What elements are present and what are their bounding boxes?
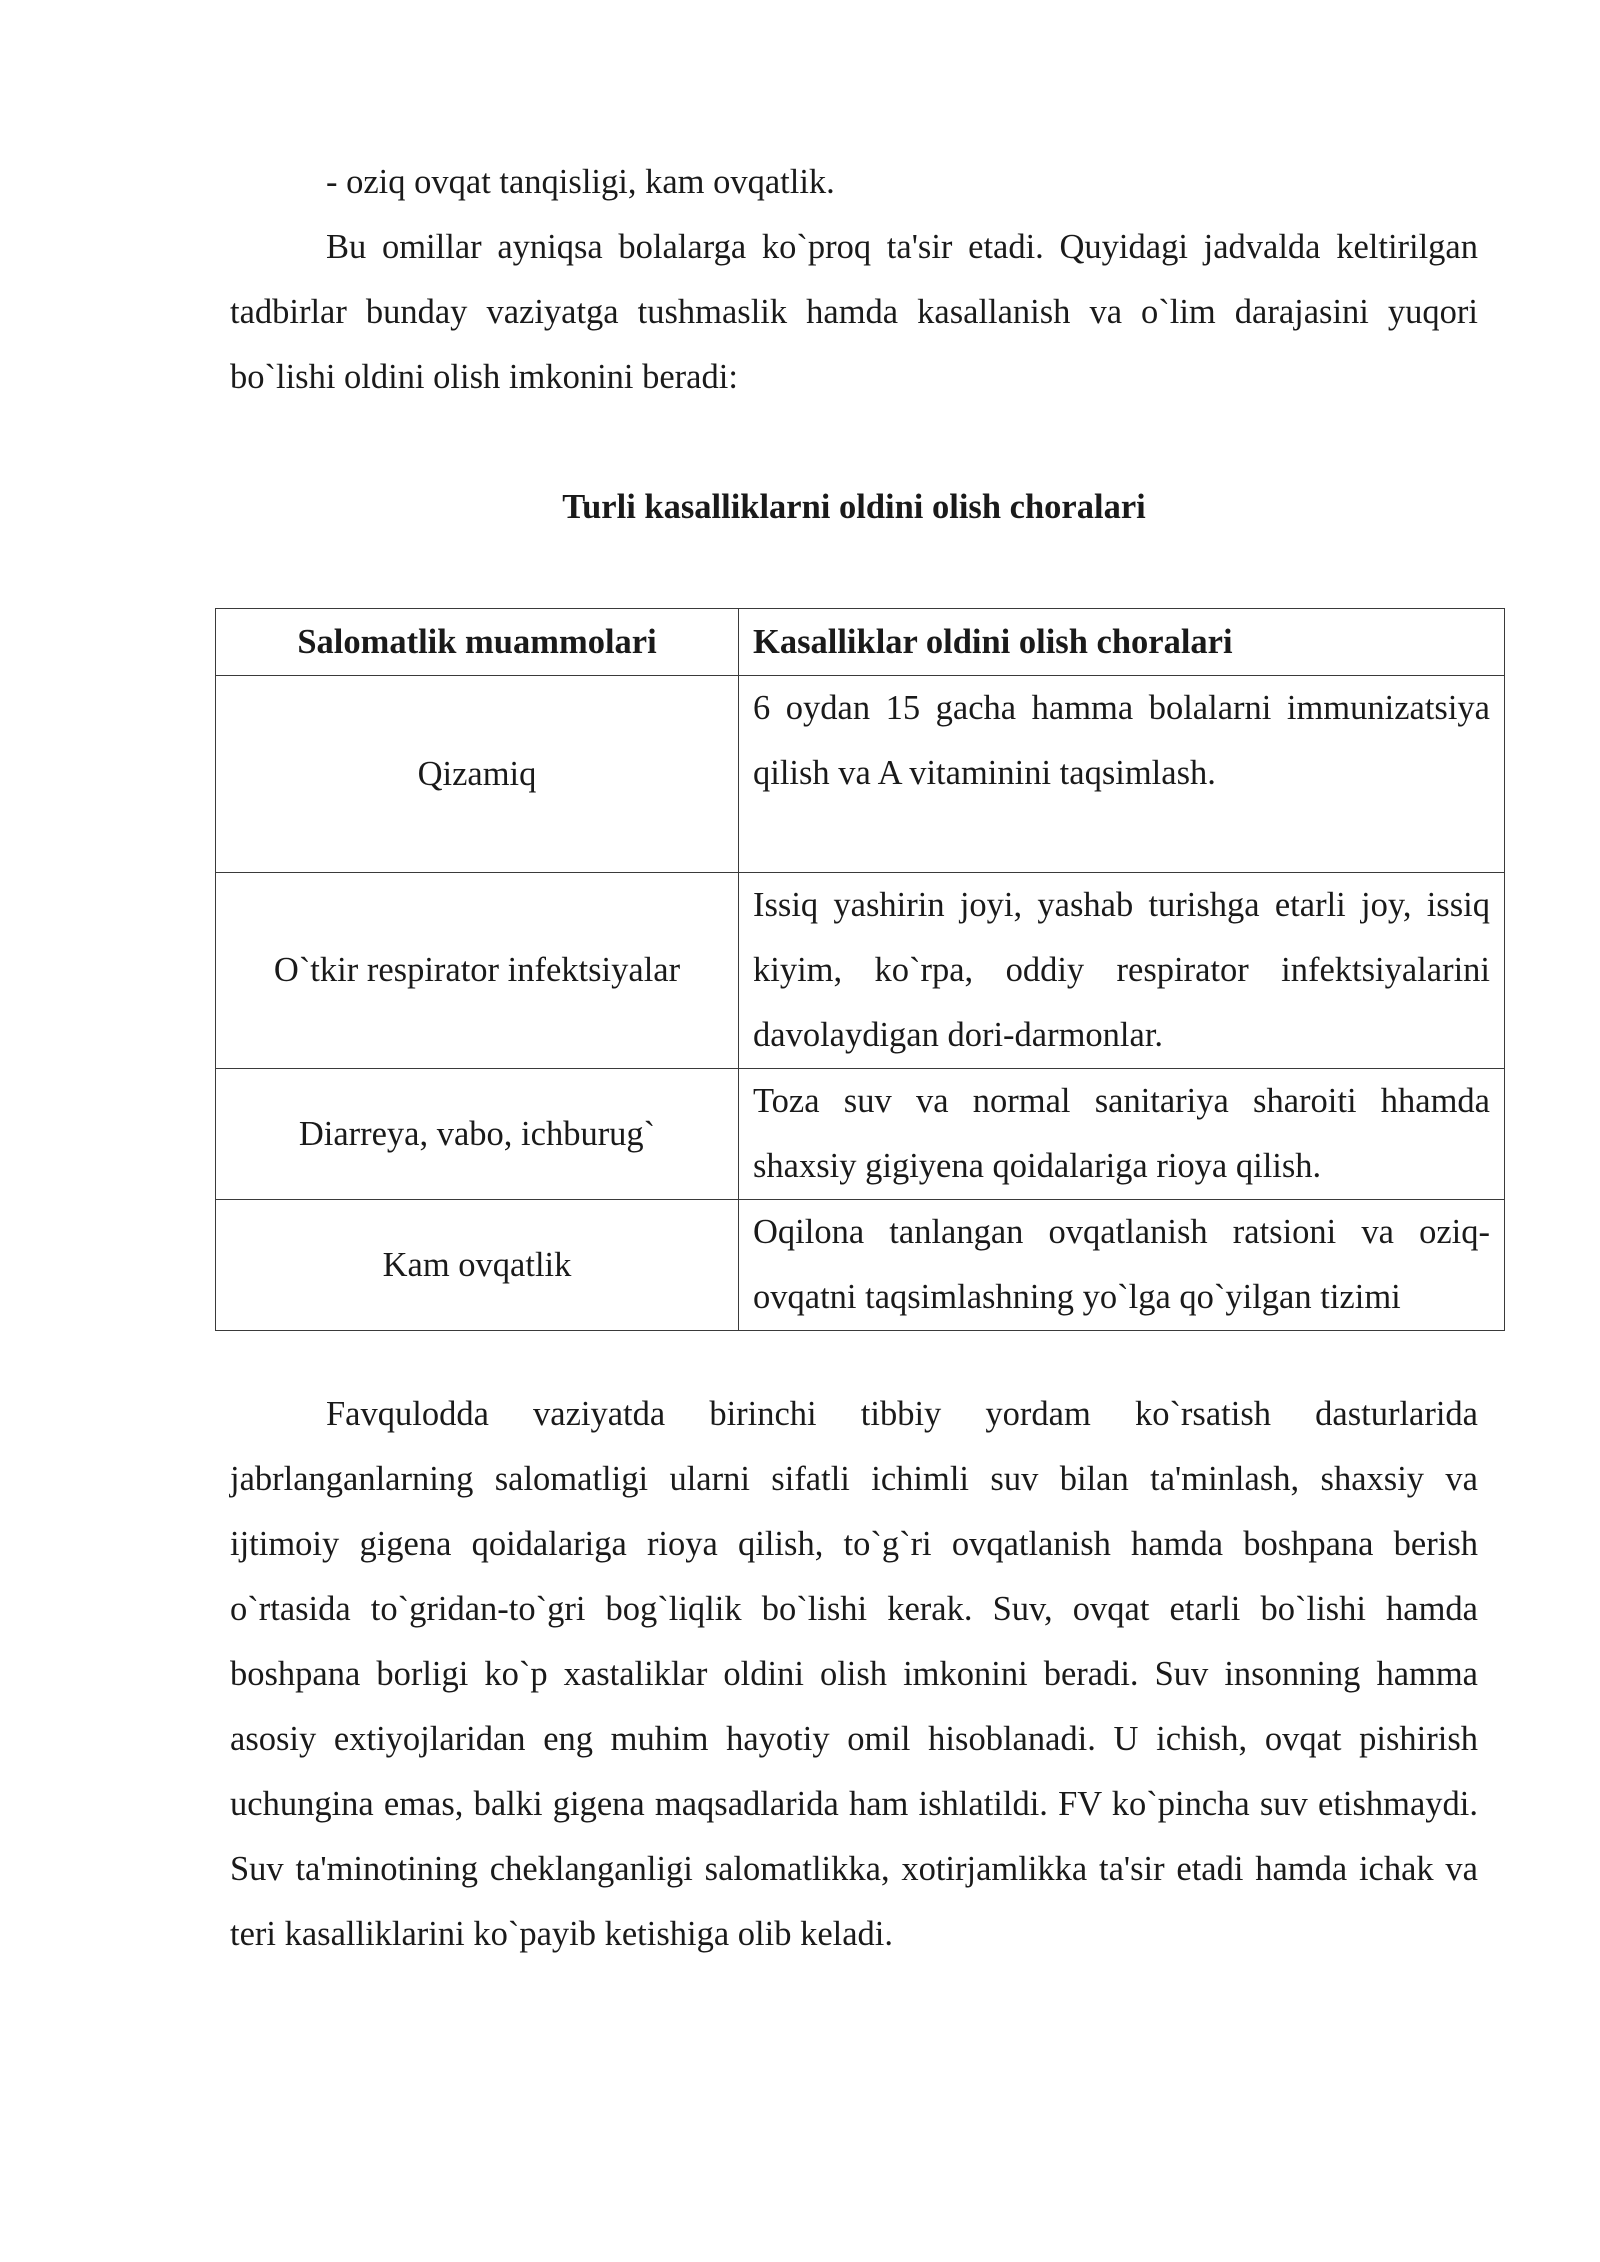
problem-cell: Diarreya, vabo, ichburug`: [216, 1069, 739, 1200]
table-row: [216, 1069, 1505, 1200]
problem-cell: O`tkir respirator infektsiyalar: [216, 873, 739, 1069]
document-page: [230, 150, 1490, 1953]
measure-cell: Oqilona tanlangan ovqatlanish ratsioni va oziq-ovqatni taqsimlashning yo`lga qo`yilgan tizimi: [739, 1200, 1505, 1331]
problem-cell: Kam ovqatlik: [216, 1200, 739, 1331]
problem-cell: Qizamiq: [216, 676, 739, 873]
prevention-measures-table: [215, 608, 1505, 1331]
table-row: [216, 676, 1505, 873]
measure-cell: Issiq yashirin joyi, yashab turishga etarli joy, issiq kiyim, ko`rpa, oddiy respirator infektsiyalarini davolaydigan dori-darmonlar.: [739, 873, 1505, 1069]
list-item-malnutrition: - oziq ovqat tanqisligi, kam ovqatlik.: [326, 163, 835, 201]
table-row: [216, 873, 1505, 1069]
table-row: [216, 1200, 1505, 1331]
table-header-row: [216, 609, 1505, 676]
header-prevention-measures: Kasalliklar oldini olish choralari: [739, 609, 1505, 676]
header-health-problems: Salomatlik muammolari: [216, 609, 739, 676]
measure-cell: 6 oydan 15 gacha hamma bolalarni immunizatsiya qilish va A vitaminini taqsimlash.: [739, 676, 1505, 873]
closing-section: [230, 1382, 1478, 1967]
table-title: Turli kasalliklarni oldini olish choralari: [562, 488, 1146, 526]
closing-paragraph: Favqulodda vaziyatda birinchi tibbiy yordam ko`rsatish dasturlarida jabrlanganlarning salomatligi ularni sifatli ichimli suv bilan ta'minlash, shaxsiy va ijtimoiy gigena qoidalariga rioya qilish, to`g`ri ovqatlanish hamda boshpana berish o`rtasida to`gridan-to`gri bog`liqlik bo`lishi kerak. Suv, ovqat etarli bo`lishi hamda boshpana borligi ko`p xastaliklar oldini olish imkonini beradi. Suv insonning hamma asosiy extiyojlaridan eng muhim hayotiy omil hisoblanadi. U ichish, ovqat pishirish uchungina emas, balki gigena maqsadlarida ham ishlatildi. FV ko`pincha suv etishmaydi. Suv ta'minotining cheklanganligi salomatlikka, xotirjamlikka ta'sir etadi hamda ichak va teri kasalliklarini ko`payib ketishiga olib keladi.: [230, 1395, 1478, 1953]
measure-cell: Toza suv va normal sanitariya sharoiti hhamda shaxsiy gigiyena qoidalariga rioya qilish.: [739, 1069, 1505, 1200]
intro-paragraph: Bu omillar ayniqsa bolalarga ko`proq ta'sir etadi. Quyidagi jadvalda keltirilgan tadbirlar bunday vaziyatga tushmaslik hamda kasallanish va o`lim darajasini yuqori bo`lishi oldini olish imkonini beradi:: [230, 228, 1478, 396]
